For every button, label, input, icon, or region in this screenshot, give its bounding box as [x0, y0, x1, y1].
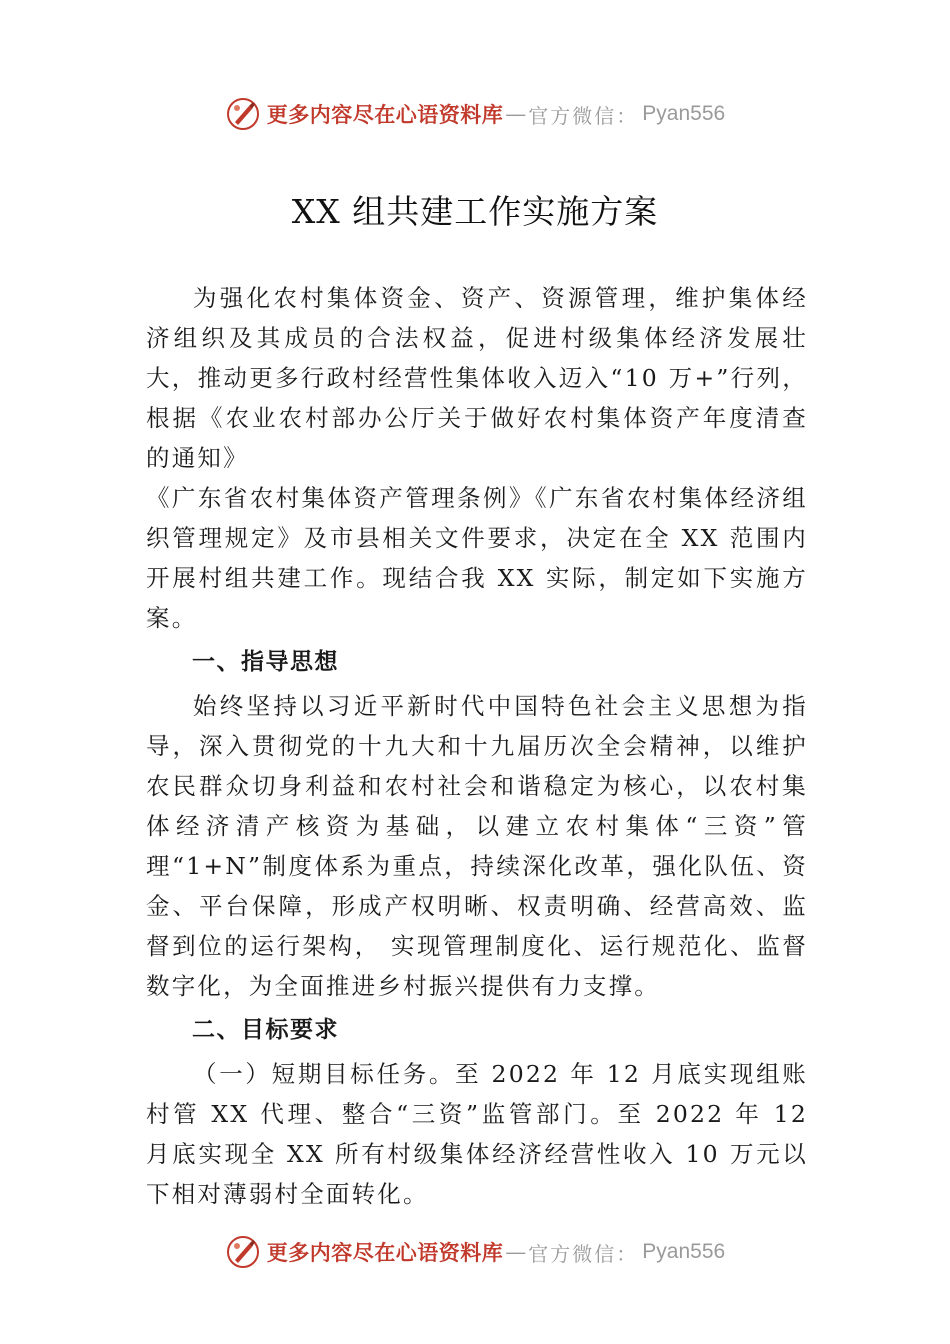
document-body	[146, 278, 808, 1214]
section-heading-goals: 二、目标要求	[192, 1017, 339, 1043]
header-banner	[0, 94, 950, 134]
section-heading-guiding-thought: 一、指导思想	[192, 649, 339, 675]
wechat-id: Pyan556	[642, 102, 726, 125]
brand-text: 更多内容尽在心语资料库	[266, 1240, 504, 1265]
pen-nib-logo-icon	[225, 1234, 261, 1270]
footer-banner	[0, 1232, 950, 1272]
wechat-id: Pyan556	[642, 1240, 726, 1263]
section-paragraph-short-term-goals: （一）短期目标任务。至 2022 年 12 月底实现组账村管 XX 代理、整合“三资”监管部门。至 2022 年 12 月底实现全 XX 所有村级集体经济经营性收入 10 万元以下相对薄弱村全面转化。	[146, 1060, 808, 1208]
brand-text: 更多内容尽在心语资料库	[266, 102, 504, 127]
wechat-label: 官方微信：	[528, 103, 639, 128]
intro-paragraph-1: 为强化农村集体资金、资产、资源管理，维护集体经济组织及其成员的合法权益，促进村级集体经济发展壮大，推动更多行政村经营性集体收入迈入“10 万+”行列，根据《农业农村部办公厅关于做好农村集体资产年度清查的通知》	[146, 284, 808, 472]
wechat-label: 官方微信：	[528, 1241, 639, 1266]
document-title: XX 组共建工作实施方案	[291, 192, 659, 231]
section-paragraph-guiding-thought: 始终坚持以习近平新时代中国特色社会主义思想为指导，深入贯彻党的十九大和十九届历次全会精神，以维护农民群众切身利益和农村社会和谐稳定为核心，以农村集体经济清产核资为基础，以建立农村集体“三资”管理“1+N”制度体系为重点，持续深化改革，强化队伍、资金、平台保障，形成产权明晰、权责明确、经营高效、监督到位的运行架构， 实现管理制度化、运行规范化、监督数字化，为全面推进乡村振兴提供有力支撑。	[146, 692, 808, 1000]
pen-nib-logo-icon	[225, 96, 261, 132]
banner-separator: —	[505, 1240, 527, 1264]
banner-separator: —	[505, 102, 527, 126]
intro-paragraph-2: 《广东省农村集体资产管理条例》《广东省农村集体经济组 织管理规定》及市县相关文件要求，决定在全 XX 范围内开展村组共建工作。现结合我 XX 实际，制定如下实施方案。	[146, 484, 808, 632]
